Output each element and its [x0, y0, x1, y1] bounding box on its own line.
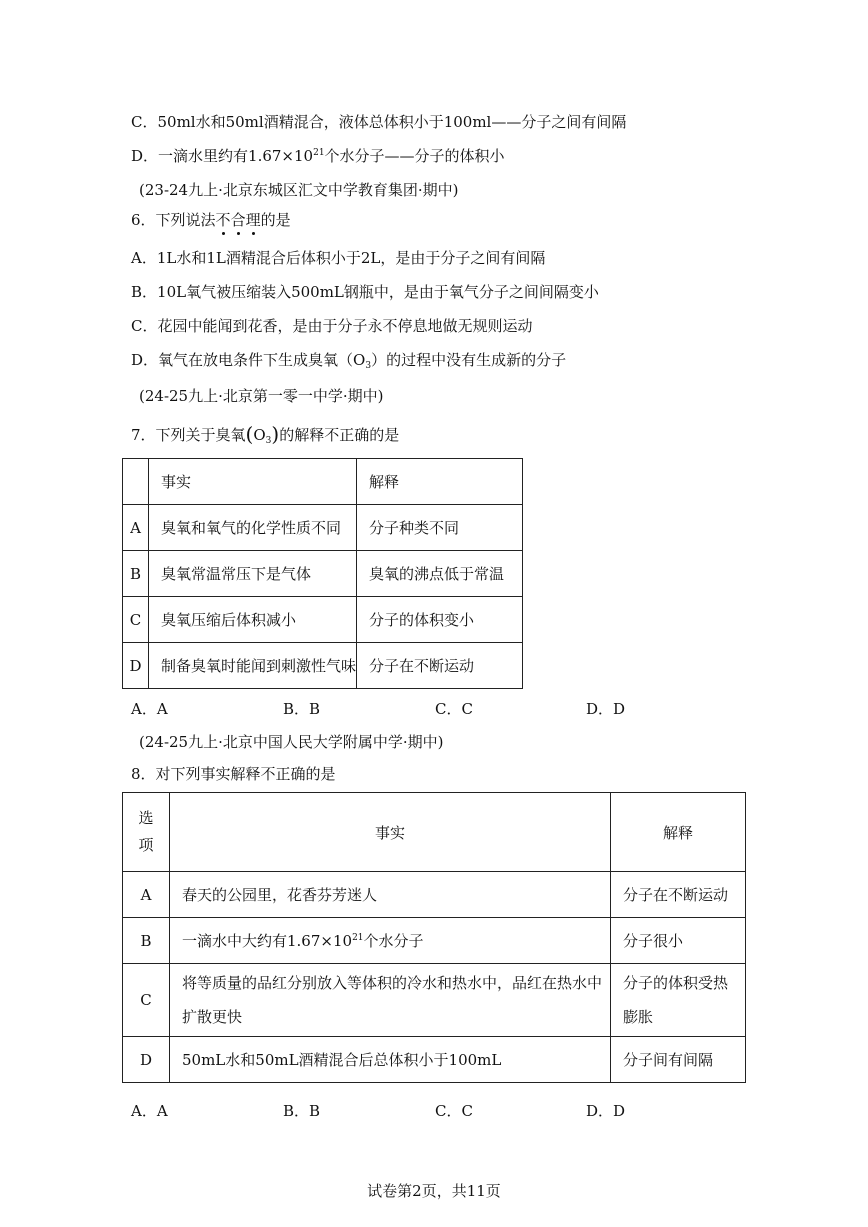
q5-option-d-exponent: 21: [313, 148, 325, 158]
row-label: D: [123, 643, 149, 689]
table-row: [123, 964, 746, 1037]
table-cell: 春天的公园里，花香芬芳迷人: [170, 872, 611, 918]
table-row: [123, 918, 746, 964]
q6-option-d: [131, 350, 566, 370]
q7-stem-post: 的解释不正确的是: [279, 426, 400, 444]
header-option-line-1: 选: [138, 809, 154, 827]
row-label: A: [123, 872, 170, 918]
page-footer: 试卷第2页，共11页: [367, 1182, 501, 1200]
q7-formula-subscript: 3: [265, 436, 272, 446]
table-cell: 分子在不断运动: [357, 643, 523, 689]
q7-option-b: B．B: [283, 700, 321, 718]
row-label: C: [123, 597, 149, 643]
q6-option-c: C．花园中能闻到花香，是由于分子永不停息地做无规则运动: [131, 317, 533, 335]
table-cell: 臭氧常温常压下是气体: [149, 551, 357, 597]
row-label: A: [123, 505, 149, 551]
table-row: [123, 1037, 746, 1083]
table-cell: 分子种类不同: [357, 505, 523, 551]
q8-source: (24-25九上·北京中国人民大学附属中学·期中): [139, 733, 444, 751]
q7-stem-pre: 7．下列关于臭氧: [131, 426, 246, 444]
table-cell: 分子间有间隔: [611, 1037, 746, 1083]
table-header-fact: 事实: [170, 793, 611, 872]
table-header-fact: 事实: [149, 459, 357, 505]
q7-option-c: C．C: [435, 700, 473, 718]
row-b-fact-post: 个水分子: [363, 932, 424, 950]
table-header-explanation: 解释: [357, 459, 523, 505]
row-label: C: [123, 964, 170, 1037]
q8-option-b: B．B: [283, 1102, 321, 1120]
table-cell: [170, 918, 611, 964]
q6-option-b: B．10L氧气被压缩装入500mL钢瓶中，是由于氧气分子之间间隔变小: [131, 283, 599, 301]
table-cell: 臭氧和氧气的化学性质不同: [149, 505, 357, 551]
q7-stem: 7．下列关于臭氧$(O_3)$的解释不正确的是: [131, 422, 400, 446]
q6-stem-pre: 6．下列说法: [131, 211, 216, 229]
table-header-explanation: 解释: [611, 793, 746, 872]
q6-source: (23-24九上·北京东城区汇文中学教育集团·期中): [139, 181, 459, 199]
table-row: [123, 551, 523, 597]
row-c-expl-line-1: 分子的体积受热: [623, 974, 729, 992]
q8-option-d: D．D: [586, 1102, 626, 1120]
table-row: [123, 597, 523, 643]
q6-emphasis-1: 不: [215, 211, 231, 229]
row-label: D: [123, 1037, 170, 1083]
row-label: B: [123, 918, 170, 964]
q5-option-c: C．50ml水和50ml酒精混合，液体总体积小于100ml——分子之间有间隔: [131, 113, 627, 131]
q6-stem: [131, 210, 291, 230]
q6-option-d-pre: D．氧气在放电条件下生成臭氧（O: [131, 351, 366, 369]
table-cell: 分子在不断运动: [611, 872, 746, 918]
row-c-fact-line-2: 扩散更快: [182, 1008, 243, 1026]
table-cell: 分子的体积变小: [357, 597, 523, 643]
row-b-fact-pre: 一滴水中大约有1.67×10: [182, 932, 353, 950]
q6-stem-post: 的是: [260, 211, 291, 229]
table-cell: 制备臭氧时能闻到刺激性气味: [149, 643, 357, 689]
table-row: [123, 643, 523, 689]
q5-option-d-post: 个水分子——分子的体积小: [324, 147, 505, 165]
q8-stem: 8．对下列事实解释不正确的是: [131, 765, 336, 783]
q6-option-d-subscript: 3: [365, 361, 372, 371]
table-cell: 臭氧的沸点低于常温: [357, 551, 523, 597]
q7-option-a: A．A: [131, 700, 168, 718]
q6-option-d-post: ）的过程中没有生成新的分子: [371, 351, 567, 369]
q8-table: [122, 792, 746, 1083]
table-row: [123, 459, 523, 505]
q6-emphasis-2: 合: [230, 211, 246, 229]
q7-table: [122, 458, 523, 689]
table-cell: [123, 459, 149, 505]
q5-option-d: [131, 146, 505, 166]
table-header-option: [123, 793, 170, 872]
table-cell: [611, 964, 746, 1037]
table-cell: 分子很小: [611, 918, 746, 964]
table-row: [123, 872, 746, 918]
q5-option-d-pre: D．一滴水里约有1.67×10: [131, 147, 314, 165]
q7-formula: O: [253, 426, 266, 444]
row-label: B: [123, 551, 149, 597]
row-c-fact-line-1: 将等质量的品红分别放入等体积的冷水和热水中，品红在热水中: [182, 974, 603, 992]
header-option-line-2: 项: [138, 836, 154, 854]
q7-option-d: D．D: [586, 700, 626, 718]
row-b-fact-exponent: 21: [352, 933, 364, 943]
table-cell: [170, 964, 611, 1037]
table-row: [123, 793, 746, 872]
q6-emphasis-3: 理: [245, 211, 261, 229]
table-cell: 50mL水和50mL酒精混合后总体积小于100mL: [170, 1037, 611, 1083]
q7-source: (24-25九上·北京第一零一中学·期中): [139, 387, 384, 405]
q8-option-c: C．C: [435, 1102, 473, 1120]
table-cell: 臭氧压缩后体积减小: [149, 597, 357, 643]
row-c-expl-line-2: 膨胀: [623, 1008, 654, 1026]
table-row: [123, 505, 523, 551]
q8-option-a: A．A: [131, 1102, 168, 1120]
q6-option-a: A．1L水和1L酒精混合后体积小于2L，是由于分子之间有间隔: [131, 249, 546, 267]
